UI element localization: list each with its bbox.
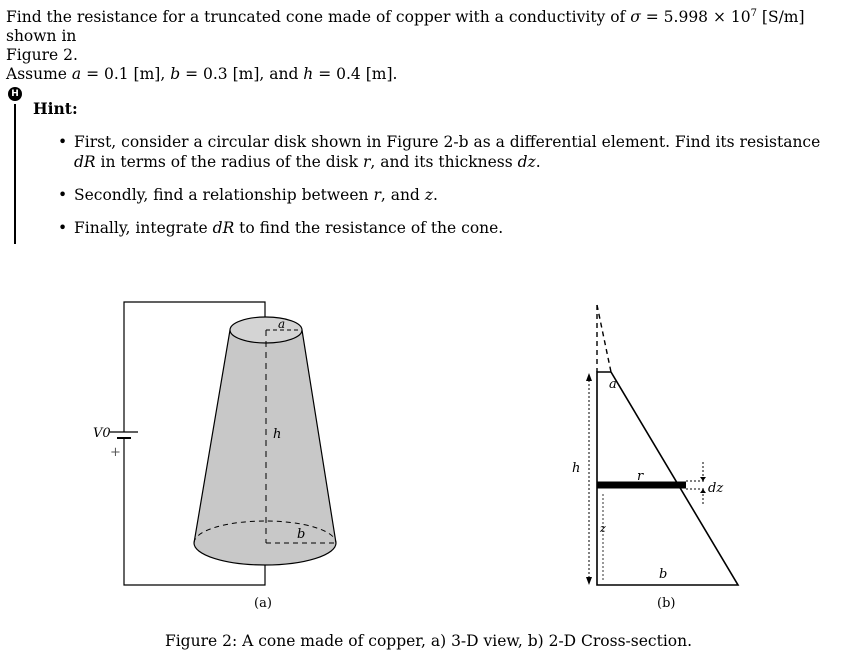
section-b-label: b xyxy=(659,567,668,582)
hint-text: , and its thickness xyxy=(370,153,518,171)
b-symbol: b xyxy=(170,65,181,84)
sigma-unit: [S/m] shown in xyxy=(6,8,805,46)
cone-3d xyxy=(194,317,336,565)
hint-text: to find the resistance of the cone. xyxy=(234,219,504,237)
a-symbol: a xyxy=(71,65,82,84)
h-value: = 0.4 [m]. xyxy=(313,65,398,84)
subfig-a-label: (a) xyxy=(254,596,272,611)
hint-text: First, consider a circular disk shown in Figure 2-b as a differential element. Find its resistance xyxy=(74,133,821,151)
dR-symbol: dR xyxy=(74,153,96,171)
h-symbol: h xyxy=(303,65,314,84)
battery-symbol xyxy=(110,432,138,438)
hint-icon[interactable]: H xyxy=(8,87,22,101)
plus-label: + xyxy=(110,445,121,460)
sigma-exponent: 7 xyxy=(750,8,757,19)
z-symbol: z xyxy=(424,186,433,204)
cone-a-label: a xyxy=(278,317,286,331)
problem-line-2: Figure 2. xyxy=(6,46,78,65)
sigma-value: = 5.998 × 10 xyxy=(640,8,751,27)
hint-text: , and xyxy=(380,186,425,204)
cross-section xyxy=(586,305,738,585)
cone-h-label: h xyxy=(273,427,282,442)
problem-text: Find the resistance for a truncated cone made of copper with a conductivity of xyxy=(6,8,631,27)
hint-title: Hint: xyxy=(33,99,78,118)
a-value: = 0.1 [m], xyxy=(81,65,171,84)
section-dz-label: dz xyxy=(708,481,724,496)
section-r-label: r xyxy=(637,469,644,484)
hint-text: Secondly, find a relationship between xyxy=(74,186,374,204)
hint-text: Finally, integrate xyxy=(74,219,213,237)
dR-symbol: dR xyxy=(212,219,235,237)
hint-text: . xyxy=(535,153,541,171)
r-symbol: r xyxy=(373,186,381,204)
section-a-label: a xyxy=(609,377,617,392)
figure-caption: Figure 2: A cone made of copper, a) 3-D view, b) 2-D Cross-section. xyxy=(164,632,693,650)
dz-symbol: dz xyxy=(517,153,536,171)
hint-text: . xyxy=(432,186,438,204)
subfig-b-label: (b) xyxy=(657,596,676,611)
hint-text: in terms of the radius of the disk xyxy=(95,153,363,171)
section-h-label: h xyxy=(572,461,581,476)
sigma-symbol: σ xyxy=(630,8,641,27)
v0-label: V0 xyxy=(93,426,111,441)
section-z-label: z xyxy=(600,522,606,535)
cone-b-label: b xyxy=(297,527,306,542)
assume-prefix: Assume xyxy=(6,65,72,84)
r-symbol: r xyxy=(362,153,371,171)
b-value: = 0.3 [m], and xyxy=(180,65,304,84)
